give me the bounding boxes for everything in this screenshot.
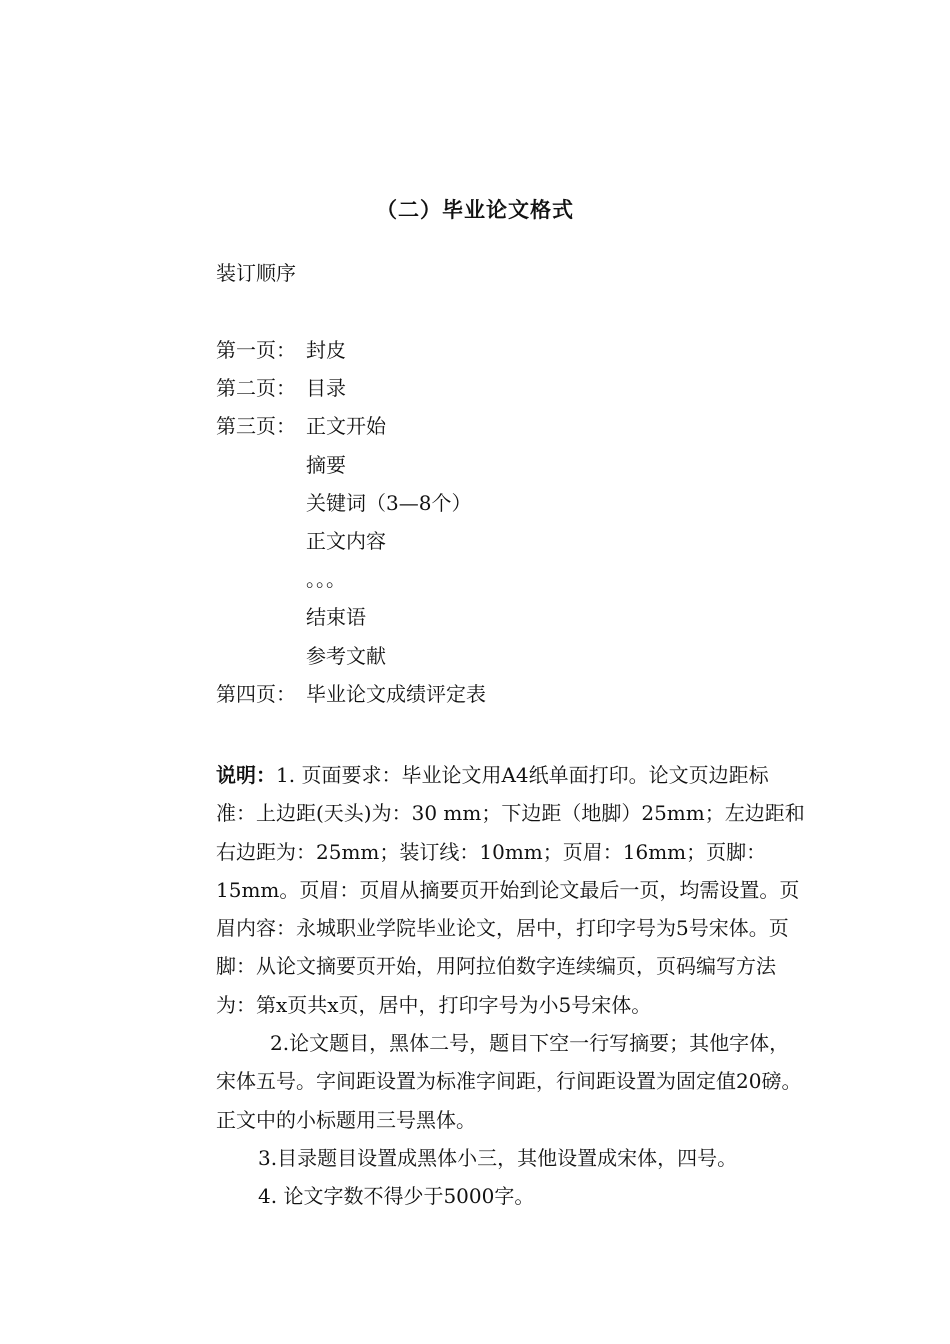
page3-item-body: 正文内容: [306, 528, 386, 553]
note-item-3: 3.目录题目设置成黑体小三，其他设置成宋体，四号。: [258, 1145, 738, 1170]
page4-value: 毕业论文成绩评定表: [306, 681, 486, 706]
page3-label: 第三页：: [216, 414, 296, 439]
notes-lead: 说明：: [216, 763, 276, 787]
page3-item-ellipsis: 。。。: [306, 567, 346, 592]
note-item-4: 4. 论文字数不得少于5000字。: [258, 1184, 535, 1209]
binding-order-page2: [216, 372, 816, 410]
page3-item-abstract: 摘要: [306, 452, 346, 477]
page3-item-keywords: 关键词（3—8个）: [306, 490, 472, 515]
page3-item-references: 参考文献: [306, 643, 386, 668]
note-item-1-text: 1. 页面要求：毕业论文用A4纸单面打印。论文页边距标准：上边距(天头)为：30 mm；下边距（地脚）25mm；左边距和右边距为：25mm；装订线：10mm；页眉：16mm；页脚：15mm。页眉：页眉从摘要页开始到论文最后一页，均需设置。页眉内容：永城职业学院毕业论文，居中，打印字号为5号宋体。页脚：从论文摘要页开始，用阿拉伯数字连续编页，页码编写方法为：第x页共x页，居中，打印字号为小5号宋体。: [216, 763, 805, 1017]
page1-value: 封皮: [306, 338, 346, 362]
page1-label: 第一页：: [216, 338, 296, 362]
page3-value: 正文开始: [306, 414, 386, 439]
document-title: （二）毕业论文格式: [376, 198, 574, 222]
page3-item-conclusion: 结束语: [306, 605, 366, 630]
binding-order-page4: [216, 678, 816, 716]
binding-order-page1: [216, 334, 816, 372]
note-item-1: [216, 756, 808, 1024]
binding-order-heading: 装订顺序: [216, 261, 296, 285]
notes-section: [216, 756, 808, 1216]
page4-label: 第四页：: [216, 681, 296, 706]
binding-order-page3: [216, 410, 816, 448]
page2-value: 目录: [306, 376, 346, 401]
page2-label: 第二页：: [216, 376, 296, 401]
binding-order-list: [216, 334, 816, 716]
note-item-2: 2.论文题目，黑体二号，题目下空一行写摘要；其他字体，宋体五号。字间距设置为标准字间距，行间距设置为固定值20磅。正文中的小标题用三号黑体。: [216, 1031, 802, 1132]
